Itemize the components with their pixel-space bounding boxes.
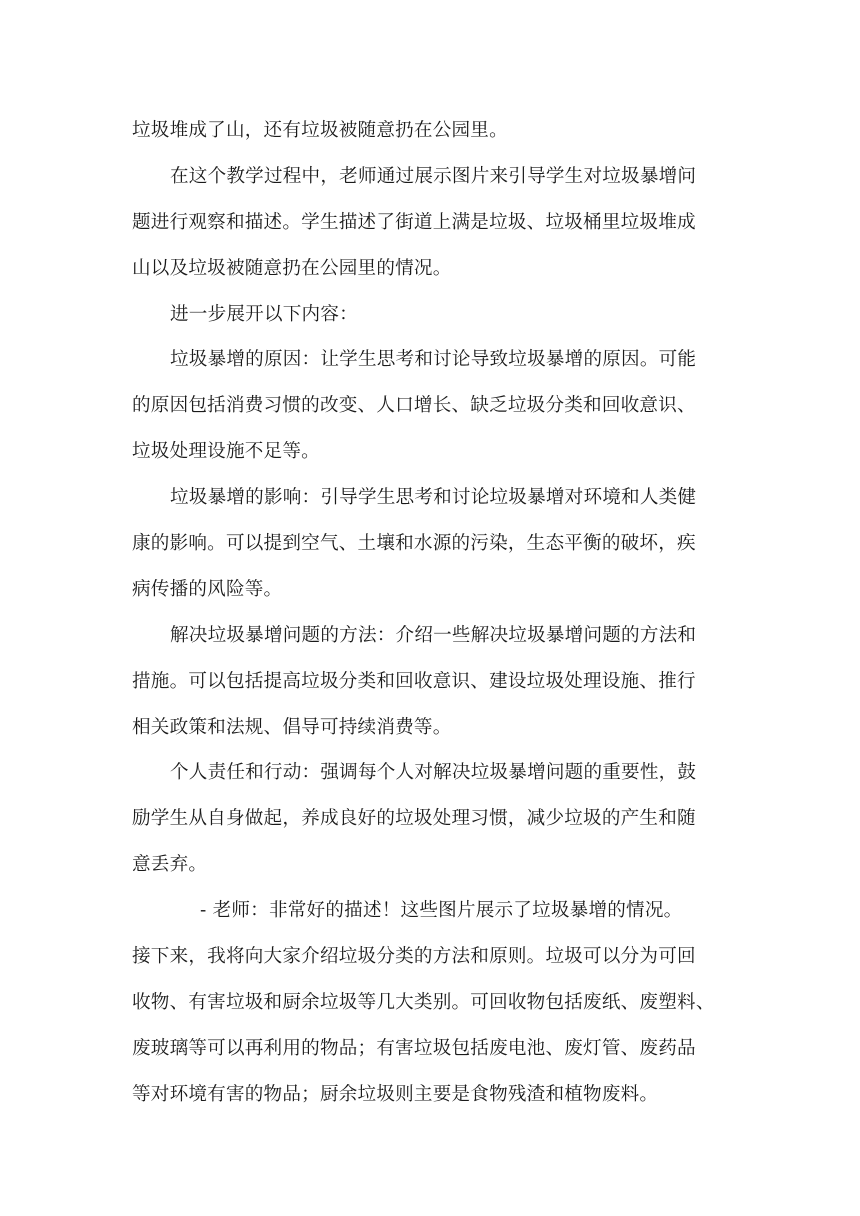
- text-line: 垃圾处理设施不足等。: [132, 441, 320, 463]
- body-text: [132, 108, 730, 1118]
- text-line: 意丢弃。: [132, 854, 208, 876]
- text-line: 废玻璃等可以再利用的物品；有害垃圾包括废电池、废灯管、废药品: [132, 1037, 696, 1059]
- text-line: 康的影响。可以提到空气、土壤和水源的污染，生态平衡的破坏，疾: [132, 533, 696, 555]
- text-line: 措施。可以包括提高垃圾分类和回收意识、建设垃圾处理设施、推行: [132, 670, 696, 692]
- text-line: - 老师：非常好的描述！这些图片展示了垃圾暴增的情况。: [200, 900, 683, 922]
- text-line: 的原因包括消费习惯的改变、人口增长、缺乏垃圾分类和回收意识、: [132, 395, 696, 417]
- text-line: 病传播的风险等。: [132, 578, 283, 600]
- text-line: 垃圾暴增的影响：引导学生思考和讨论垃圾暴增对环境和人类健: [170, 487, 697, 509]
- text-line: 进一步展开以下内容：: [170, 303, 358, 325]
- text-line: 接下来，我将向大家介绍垃圾分类的方法和原则。垃圾可以分为可回: [132, 946, 696, 968]
- text-line: 收物、有害垃圾和厨余垃圾等几大类别。可回收物包括废纸、废塑料、: [132, 991, 715, 1013]
- text-line: 励学生从自身做起，养成良好的垃圾处理习惯，减少垃圾的产生和随: [132, 808, 696, 830]
- text-line: 题进行观察和描述。学生描述了街道上满是垃圾、垃圾桶里垃圾堆成: [132, 211, 696, 233]
- text-line: 山以及垃圾被随意扔在公园里的情况。: [132, 257, 452, 279]
- text-line: 在这个教学过程中，老师通过展示图片来引导学生对垃圾暴增问: [170, 165, 697, 187]
- text-line: 垃圾堆成了山，还有垃圾被随意扔在公园里。: [132, 120, 508, 141]
- text-line: 垃圾暴增的原因：让学生思考和讨论导致垃圾暴增的原因。可能: [170, 349, 697, 371]
- text-line: 个人责任和行动：强调每个人对解决垃圾暴增问题的重要性，鼓: [170, 762, 697, 784]
- text-line: 等对环境有害的物品；厨余垃圾则主要是食物残渣和植物废料。: [132, 1083, 659, 1105]
- text-line: 解决垃圾暴增问题的方法：介绍一些解决垃圾暴增问题的方法和: [170, 624, 697, 646]
- text-line: 相关政策和法规、倡导可持续消费等。: [132, 716, 452, 738]
